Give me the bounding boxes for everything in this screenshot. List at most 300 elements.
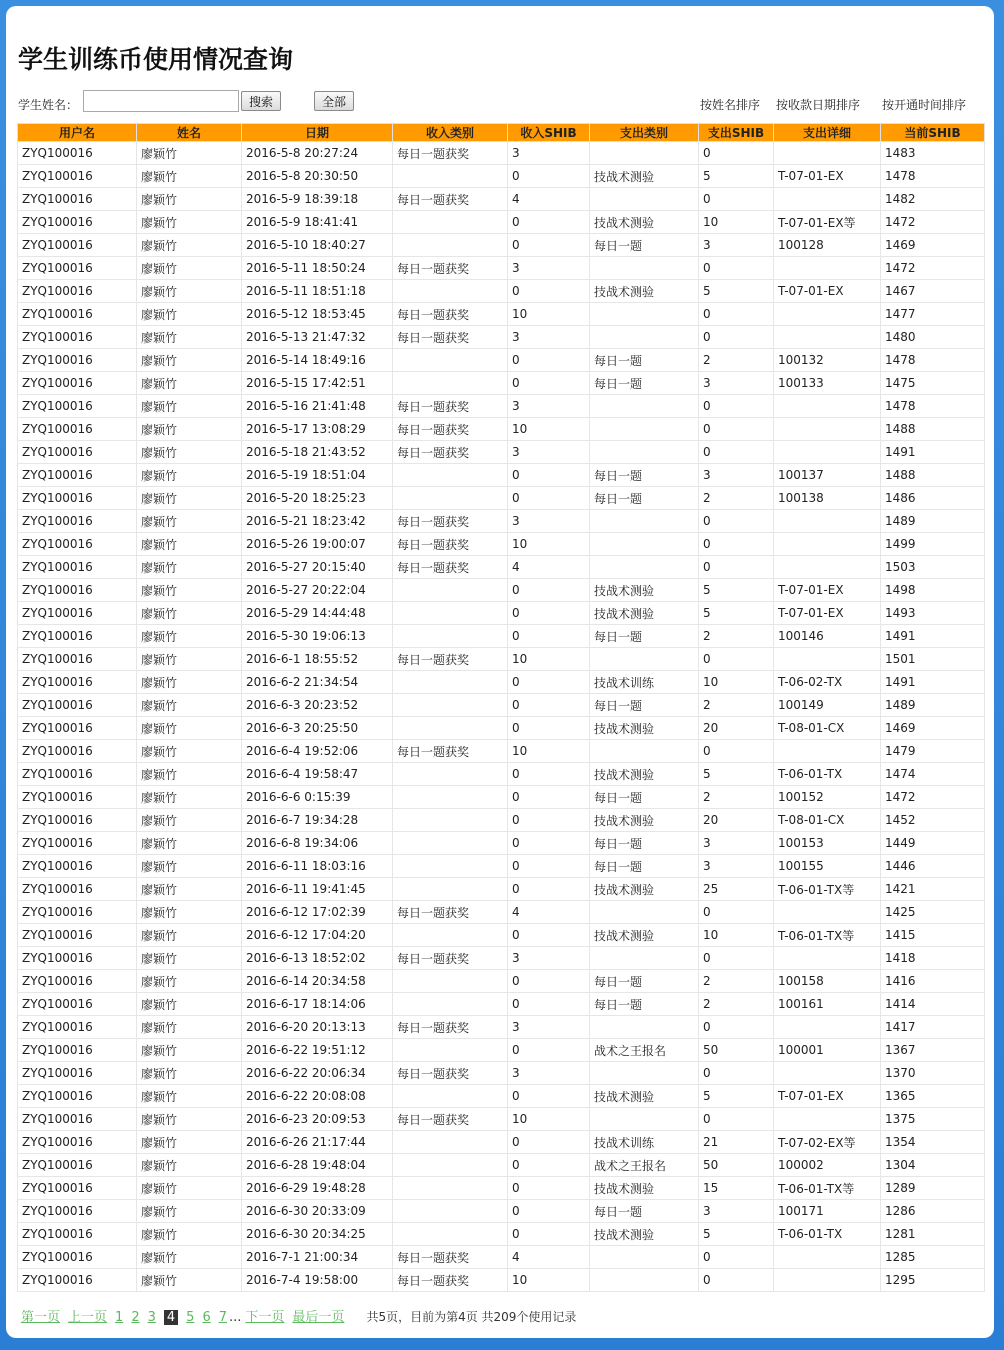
- table-cell: [393, 763, 508, 786]
- table-cell: 2016-5-30 19:06:13: [242, 625, 393, 648]
- table-cell: 2016-6-2 21:34:54: [242, 671, 393, 694]
- table-cell: ZYQ100016: [18, 1200, 137, 1223]
- table-cell: 1286: [881, 1200, 985, 1223]
- table-cell: 0: [508, 464, 590, 487]
- table-cell: ZYQ100016: [18, 832, 137, 855]
- table-cell: [590, 1269, 699, 1292]
- table-cell: 100138: [774, 487, 881, 510]
- table-cell: 1469: [881, 234, 985, 257]
- table-cell: ZYQ100016: [18, 510, 137, 533]
- table-cell: 每日一题获奖: [393, 510, 508, 533]
- table-cell: [393, 993, 508, 1016]
- table-cell: 1416: [881, 970, 985, 993]
- table-row: [18, 855, 985, 878]
- table-cell: 廖颖竹: [137, 648, 242, 671]
- table-cell: 技战术测验: [590, 924, 699, 947]
- table-cell: ZYQ100016: [18, 487, 137, 510]
- column-header: 支出详细: [774, 124, 881, 142]
- table-cell: 0: [699, 947, 774, 970]
- table-cell: 100158: [774, 970, 881, 993]
- table-cell: 廖颖竹: [137, 809, 242, 832]
- table-cell: 10: [508, 740, 590, 763]
- table-cell: 2: [699, 970, 774, 993]
- table-cell: T-07-01-EX: [774, 1085, 881, 1108]
- table-cell: 2: [699, 786, 774, 809]
- table-cell: [774, 1016, 881, 1039]
- table-cell: [774, 510, 881, 533]
- table-cell: [774, 188, 881, 211]
- table-cell: ZYQ100016: [18, 694, 137, 717]
- table-cell: 2016-5-27 20:15:40: [242, 556, 393, 579]
- table-cell: 每日一题: [590, 970, 699, 993]
- table-cell: 4: [508, 556, 590, 579]
- table-cell: [590, 395, 699, 418]
- table-cell: 每日一题: [590, 786, 699, 809]
- table-cell: 100153: [774, 832, 881, 855]
- table-cell: 0: [508, 625, 590, 648]
- table-cell: 3: [508, 326, 590, 349]
- table-cell: ZYQ100016: [18, 533, 137, 556]
- table-cell: 廖颖竹: [137, 349, 242, 372]
- table-cell: 1488: [881, 464, 985, 487]
- column-header: 姓名: [137, 124, 242, 142]
- table-cell: 5: [699, 1223, 774, 1246]
- table-cell: 2016-5-8 20:27:24: [242, 142, 393, 165]
- table-cell: 10: [508, 533, 590, 556]
- student-name-input[interactable]: [83, 90, 239, 112]
- table-cell: [393, 786, 508, 809]
- table-cell: 3: [508, 441, 590, 464]
- table-cell: 2016-5-21 18:23:42: [242, 510, 393, 533]
- main-panel: [6, 6, 994, 1338]
- table-cell: 1478: [881, 165, 985, 188]
- table-row: [18, 1016, 985, 1039]
- table-cell: 廖颖竹: [137, 556, 242, 579]
- table-cell: 1469: [881, 717, 985, 740]
- table-cell: 每日一题: [590, 372, 699, 395]
- table-cell: 技战术测验: [590, 211, 699, 234]
- table-cell: 0: [699, 142, 774, 165]
- table-cell: T-06-01-TX等: [774, 878, 881, 901]
- sort-by-open-time-link[interactable]: 按开通时间排序: [882, 98, 967, 112]
- table-cell: 廖颖竹: [137, 602, 242, 625]
- table-cell: 15: [699, 1177, 774, 1200]
- column-header: 用户名: [18, 124, 137, 142]
- table-cell: 3: [699, 464, 774, 487]
- table-cell: 战术之王报名: [590, 1154, 699, 1177]
- table-cell: [590, 648, 699, 671]
- table-cell: 廖颖竹: [137, 924, 242, 947]
- table-cell: [590, 947, 699, 970]
- table-cell: [590, 441, 699, 464]
- table-cell: 技战术测验: [590, 878, 699, 901]
- table-cell: 2016-6-6 0:15:39: [242, 786, 393, 809]
- table-cell: 战术之王报名: [590, 1039, 699, 1062]
- table-cell: ZYQ100016: [18, 855, 137, 878]
- page-numbers: [115, 1310, 235, 1325]
- table-row: [18, 1223, 985, 1246]
- table-cell: 2: [699, 487, 774, 510]
- table-cell: [774, 1246, 881, 1269]
- table-cell: 1488: [881, 418, 985, 441]
- table-cell: 0: [508, 809, 590, 832]
- table-cell: 廖颖竹: [137, 625, 242, 648]
- table-cell: 10: [508, 418, 590, 441]
- table-cell: T-07-01-EX: [774, 165, 881, 188]
- table-cell: 每日一题获奖: [393, 142, 508, 165]
- table-cell: 2016-6-17 18:14:06: [242, 993, 393, 1016]
- table-cell: T-08-01-CX: [774, 717, 881, 740]
- table-row: [18, 372, 985, 395]
- table-row: [18, 625, 985, 648]
- table-cell: 0: [699, 1269, 774, 1292]
- table-cell: 2016-6-14 20:34:58: [242, 970, 393, 993]
- table-cell: [774, 257, 881, 280]
- table-cell: 1503: [881, 556, 985, 579]
- table-cell: [393, 1131, 508, 1154]
- table-cell: [774, 395, 881, 418]
- table-cell: 2016-6-28 19:48:04: [242, 1154, 393, 1177]
- column-header: 当前SHIB: [881, 124, 985, 142]
- table-cell: ZYQ100016: [18, 1131, 137, 1154]
- table-row: [18, 142, 985, 165]
- table-row: [18, 257, 985, 280]
- table-cell: [774, 441, 881, 464]
- table-cell: [774, 740, 881, 763]
- table-cell: 2: [699, 625, 774, 648]
- table-cell: 每日一题获奖: [393, 188, 508, 211]
- table-cell: 2016-6-26 21:17:44: [242, 1131, 393, 1154]
- table-cell: [774, 648, 881, 671]
- page-link-3[interactable]: 3: [147, 1310, 156, 1325]
- table-cell: 1449: [881, 832, 985, 855]
- table-cell: 每日一题获奖: [393, 1062, 508, 1085]
- table-cell: [393, 809, 508, 832]
- table-cell: ZYQ100016: [18, 395, 137, 418]
- table-cell: 1482: [881, 188, 985, 211]
- table-cell: 0: [508, 924, 590, 947]
- table-cell: 4: [508, 901, 590, 924]
- table-cell: 廖颖竹: [137, 1131, 242, 1154]
- table-cell: 廖颖竹: [137, 395, 242, 418]
- table-cell: [393, 625, 508, 648]
- table-row: [18, 280, 985, 303]
- table-cell: [590, 1108, 699, 1131]
- table-cell: [393, 1200, 508, 1223]
- table-cell: [590, 556, 699, 579]
- table-cell: [590, 418, 699, 441]
- table-cell: [590, 901, 699, 924]
- show-all-button[interactable]: 全部: [314, 91, 354, 111]
- table-cell: 0: [699, 740, 774, 763]
- table-cell: 0: [699, 441, 774, 464]
- table-cell: 0: [699, 533, 774, 556]
- table-cell: 2016-5-26 19:00:07: [242, 533, 393, 556]
- table-cell: 2016-5-16 21:41:48: [242, 395, 393, 418]
- table-cell: [393, 694, 508, 717]
- table-cell: 1370: [881, 1062, 985, 1085]
- table-cell: 每日一题: [590, 832, 699, 855]
- table-cell: ZYQ100016: [18, 372, 137, 395]
- table-cell: 2016-5-11 18:51:18: [242, 280, 393, 303]
- table-cell: [393, 1154, 508, 1177]
- table-cell: ZYQ100016: [18, 142, 137, 165]
- table-cell: 2016-6-23 20:09:53: [242, 1108, 393, 1131]
- table-cell: 2016-6-12 17:04:20: [242, 924, 393, 947]
- table-cell: 2016-6-12 17:02:39: [242, 901, 393, 924]
- table-cell: 技战术测验: [590, 1177, 699, 1200]
- table-cell: 0: [508, 671, 590, 694]
- table-cell: 0: [508, 1223, 590, 1246]
- table-cell: [393, 1039, 508, 1062]
- page-link-1[interactable]: 1: [115, 1310, 124, 1325]
- table-cell: 廖颖竹: [137, 740, 242, 763]
- table-cell: 技战术测验: [590, 579, 699, 602]
- table-cell: 每日一题: [590, 464, 699, 487]
- table-cell: 5: [699, 579, 774, 602]
- table-cell: T-07-01-EX: [774, 579, 881, 602]
- table-cell: 2016-5-12 18:53:45: [242, 303, 393, 326]
- table-cell: ZYQ100016: [18, 1177, 137, 1200]
- page-link-5[interactable]: 5: [186, 1310, 195, 1325]
- table-cell: 2016-5-27 20:22:04: [242, 579, 393, 602]
- table-cell: 廖颖竹: [137, 970, 242, 993]
- table-row: [18, 671, 985, 694]
- table-cell: 每日一题: [590, 993, 699, 1016]
- table-cell: [774, 303, 881, 326]
- table-cell: [393, 602, 508, 625]
- table-cell: 廖颖竹: [137, 1269, 242, 1292]
- table-cell: 2016-5-19 18:51:04: [242, 464, 393, 487]
- table-cell: [774, 418, 881, 441]
- table-cell: 2016-6-13 18:52:02: [242, 947, 393, 970]
- table-cell: 2016-5-9 18:41:41: [242, 211, 393, 234]
- table-cell: 1289: [881, 1177, 985, 1200]
- table-row: [18, 418, 985, 441]
- table-cell: 2016-6-22 20:06:34: [242, 1062, 393, 1085]
- table-cell: 廖颖竹: [137, 1039, 242, 1062]
- table-cell: 0: [508, 1039, 590, 1062]
- table-cell: 21: [699, 1131, 774, 1154]
- table-cell: 2016-6-3 20:25:50: [242, 717, 393, 740]
- table-cell: 每日一题获奖: [393, 556, 508, 579]
- column-header: 支出SHIB: [699, 124, 774, 142]
- table-cell: ZYQ100016: [18, 211, 137, 234]
- table-cell: 2: [699, 993, 774, 1016]
- table-cell: 0: [508, 832, 590, 855]
- table-cell: 100149: [774, 694, 881, 717]
- table-cell: 0: [508, 602, 590, 625]
- table-cell: 4: [508, 188, 590, 211]
- table-cell: 廖颖竹: [137, 418, 242, 441]
- table-row: [18, 165, 985, 188]
- table-cell: T-06-01-TX等: [774, 924, 881, 947]
- table-cell: 2016-6-4 19:58:47: [242, 763, 393, 786]
- table-cell: 廖颖竹: [137, 1223, 242, 1246]
- table-cell: 每日一题获奖: [393, 395, 508, 418]
- sort-by-name-link[interactable]: 按姓名排序: [700, 98, 761, 112]
- table-cell: 2: [699, 349, 774, 372]
- search-bar: [18, 90, 984, 114]
- table-cell: 廖颖竹: [137, 142, 242, 165]
- table-row: [18, 740, 985, 763]
- table-cell: ZYQ100016: [18, 418, 137, 441]
- table-row: [18, 970, 985, 993]
- table-cell: 0: [508, 1131, 590, 1154]
- table-cell: 每日一题获奖: [393, 740, 508, 763]
- table-cell: 廖颖竹: [137, 717, 242, 740]
- table-cell: 廖颖竹: [137, 188, 242, 211]
- table-cell: 2016-7-1 21:00:34: [242, 1246, 393, 1269]
- table-row: [18, 188, 985, 211]
- table-cell: 每日一题: [590, 349, 699, 372]
- table-cell: [590, 326, 699, 349]
- table-cell: 100161: [774, 993, 881, 1016]
- table-cell: 0: [508, 855, 590, 878]
- table-row: [18, 464, 985, 487]
- table-cell: 0: [508, 579, 590, 602]
- table-cell: 廖颖竹: [137, 1246, 242, 1269]
- table-cell: [393, 970, 508, 993]
- table-cell: 每日一题获奖: [393, 1016, 508, 1039]
- column-header: 收入类别: [393, 124, 508, 142]
- table-row: [18, 1200, 985, 1223]
- table-cell: 每日一题获奖: [393, 648, 508, 671]
- table-cell: 100132: [774, 349, 881, 372]
- table-cell: 1295: [881, 1269, 985, 1292]
- table-cell: 2016-6-11 18:03:16: [242, 855, 393, 878]
- table-cell: ZYQ100016: [18, 1108, 137, 1131]
- table-cell: 技战术测验: [590, 809, 699, 832]
- table-cell: 5: [699, 602, 774, 625]
- table-cell: 廖颖竹: [137, 1108, 242, 1131]
- table-cell: 1367: [881, 1039, 985, 1062]
- table-cell: 技战术测验: [590, 1223, 699, 1246]
- table-cell: [393, 372, 508, 395]
- table-cell: [590, 510, 699, 533]
- table-cell: 0: [508, 993, 590, 1016]
- table-cell: [393, 878, 508, 901]
- table-cell: 1446: [881, 855, 985, 878]
- table-cell: 2016-6-7 19:34:28: [242, 809, 393, 832]
- table-cell: T-07-01-EX: [774, 602, 881, 625]
- table-cell: 5: [699, 1085, 774, 1108]
- column-header: 日期: [242, 124, 393, 142]
- prev-page-link[interactable]: 上一页: [68, 1310, 108, 1325]
- table-cell: 1472: [881, 211, 985, 234]
- table-row: [18, 947, 985, 970]
- search-button[interactable]: 搜索: [241, 91, 281, 111]
- table-cell: 2016-6-1 18:55:52: [242, 648, 393, 671]
- table-cell: T-07-01-EX等: [774, 211, 881, 234]
- table-cell: [774, 901, 881, 924]
- table-cell: 0: [699, 901, 774, 924]
- table-cell: 1491: [881, 441, 985, 464]
- table-cell: 3: [699, 372, 774, 395]
- table-cell: ZYQ100016: [18, 1085, 137, 1108]
- page-link-6[interactable]: 6: [202, 1310, 211, 1325]
- table-cell: 1478: [881, 395, 985, 418]
- table-cell: 1418: [881, 947, 985, 970]
- table-cell: 廖颖竹: [137, 372, 242, 395]
- first-page-link[interactable]: 第一页: [21, 1310, 61, 1325]
- table-cell: 2016-6-22 20:08:08: [242, 1085, 393, 1108]
- table-cell: 每日一题获奖: [393, 418, 508, 441]
- table-cell: [590, 533, 699, 556]
- table-cell: 廖颖竹: [137, 579, 242, 602]
- table-row: [18, 1085, 985, 1108]
- table-cell: 廖颖竹: [137, 855, 242, 878]
- table-cell: 100155: [774, 855, 881, 878]
- table-cell: 2016-6-3 20:23:52: [242, 694, 393, 717]
- table-row: [18, 878, 985, 901]
- table-cell: 1491: [881, 625, 985, 648]
- table-cell: 0: [508, 1177, 590, 1200]
- next-page-link[interactable]: 下一页: [245, 1310, 285, 1325]
- table-cell: 廖颖竹: [137, 1085, 242, 1108]
- table-cell: 2016-5-18 21:43:52: [242, 441, 393, 464]
- table-row: [18, 326, 985, 349]
- table-row: [18, 487, 985, 510]
- table-cell: ZYQ100016: [18, 947, 137, 970]
- table-cell: 2016-5-20 18:25:23: [242, 487, 393, 510]
- table-cell: 1281: [881, 1223, 985, 1246]
- table-cell: ZYQ100016: [18, 441, 137, 464]
- table-row: [18, 1269, 985, 1292]
- table-cell: 100128: [774, 234, 881, 257]
- table-cell: 2016-5-29 14:44:48: [242, 602, 393, 625]
- table-cell: ZYQ100016: [18, 786, 137, 809]
- table-cell: [590, 1246, 699, 1269]
- table-cell: 3: [508, 947, 590, 970]
- table-cell: ZYQ100016: [18, 740, 137, 763]
- table-cell: T-08-01-CX: [774, 809, 881, 832]
- table-cell: 20: [699, 809, 774, 832]
- table-cell: ZYQ100016: [18, 625, 137, 648]
- last-page-link[interactable]: 最后一页: [292, 1310, 345, 1325]
- table-cell: 2: [699, 694, 774, 717]
- table-row: [18, 1154, 985, 1177]
- page-title: 学生训练币使用情况查询: [18, 45, 294, 74]
- table-cell: 20: [699, 717, 774, 740]
- table-cell: 3: [508, 257, 590, 280]
- table-cell: ZYQ100016: [18, 717, 137, 740]
- table-cell: 10: [699, 671, 774, 694]
- table-cell: 10: [699, 924, 774, 947]
- table-cell: 技战术测验: [590, 280, 699, 303]
- table-cell: 2016-6-29 19:48:28: [242, 1177, 393, 1200]
- table-cell: 3: [508, 1016, 590, 1039]
- table-cell: 廖颖竹: [137, 533, 242, 556]
- table-row: [18, 579, 985, 602]
- table-cell: 2016-5-15 17:42:51: [242, 372, 393, 395]
- table-cell: ZYQ100016: [18, 809, 137, 832]
- table-cell: 4: [508, 1246, 590, 1269]
- page-link-7[interactable]: 7: [218, 1310, 227, 1325]
- current-page-indicator: 4: [164, 1310, 178, 1325]
- table-row: [18, 441, 985, 464]
- table-cell: 3: [508, 1062, 590, 1085]
- table-cell: ZYQ100016: [18, 280, 137, 303]
- table-cell: [393, 280, 508, 303]
- table-cell: [393, 832, 508, 855]
- table-cell: 每日一题: [590, 234, 699, 257]
- page-link-2[interactable]: 2: [131, 1310, 140, 1325]
- table-cell: 1304: [881, 1154, 985, 1177]
- column-header: 收入SHIB: [508, 124, 590, 142]
- sort-by-payment-date-link[interactable]: 按收款日期排序: [776, 98, 861, 112]
- table-cell: 1421: [881, 878, 985, 901]
